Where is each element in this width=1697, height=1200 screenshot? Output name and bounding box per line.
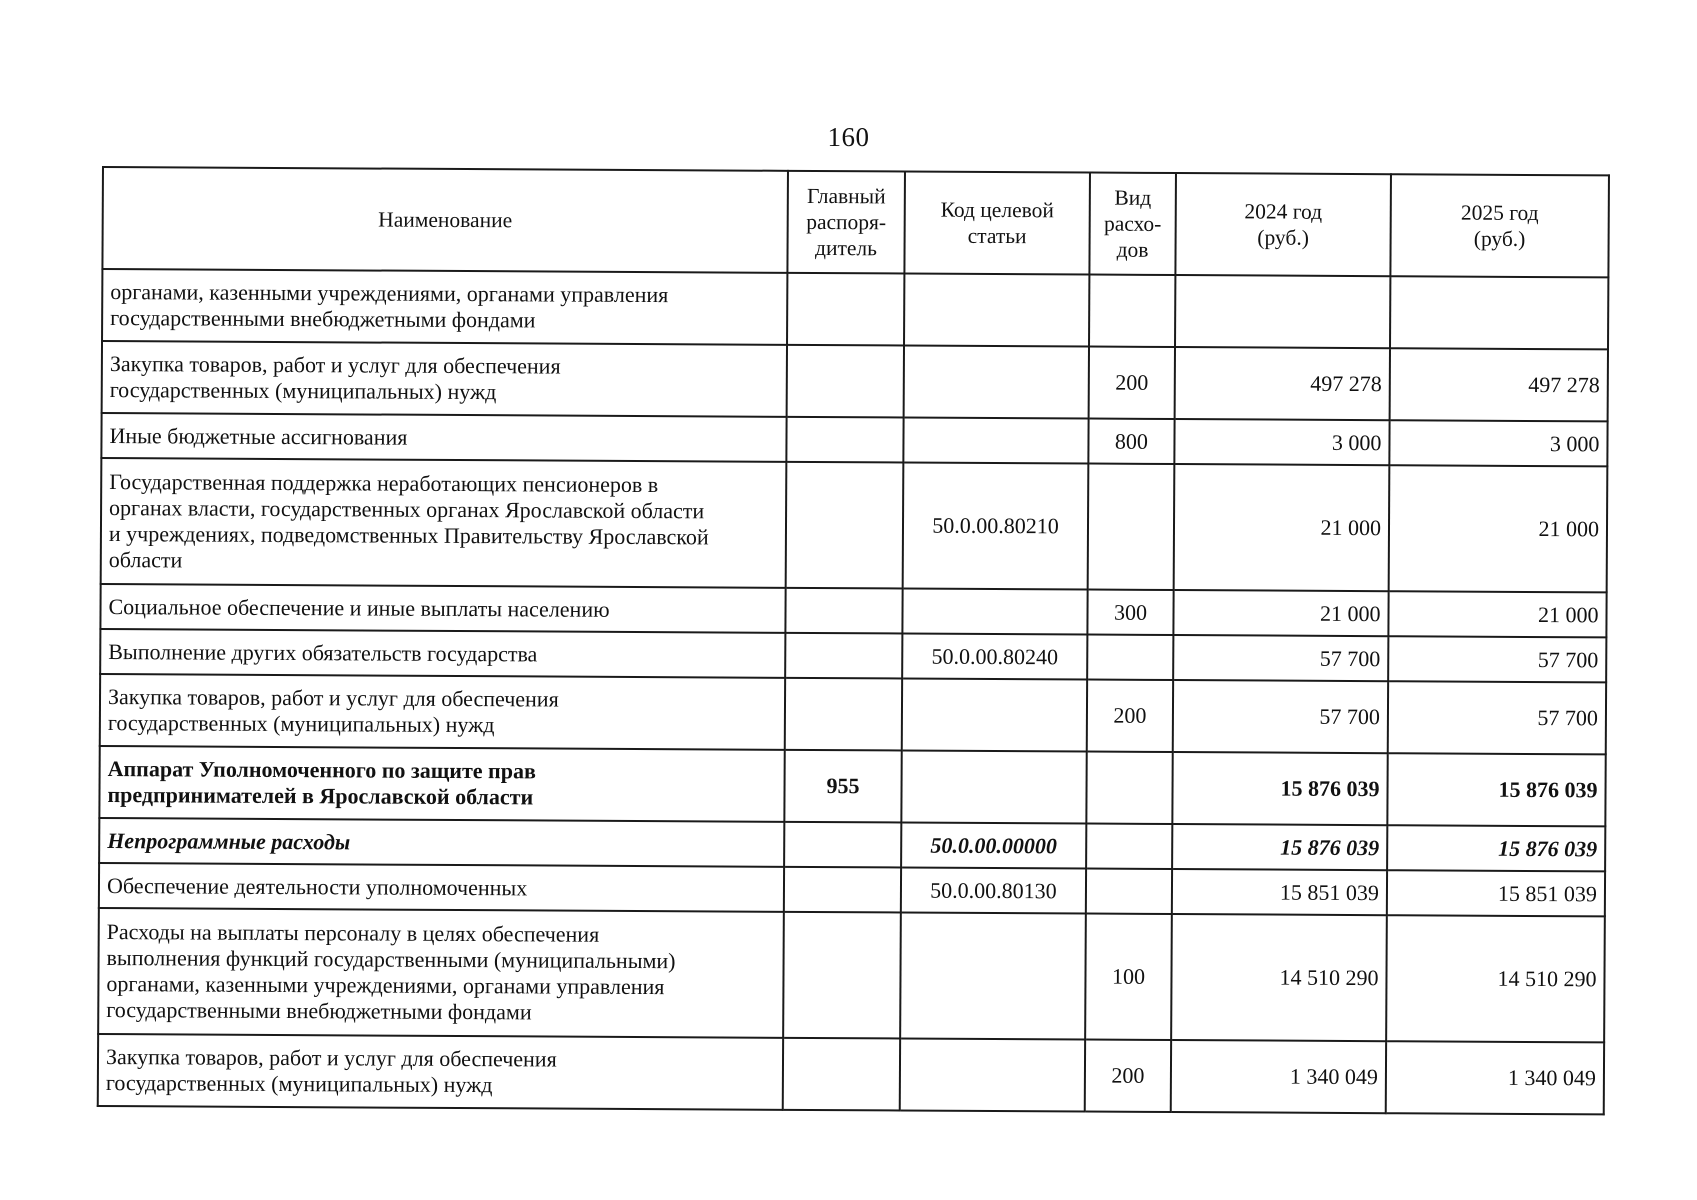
row-y2025: 14 510 290 [1386,915,1605,1042]
table-header-row [102,167,1609,277]
header-code: Код целевой статьи [904,171,1090,274]
row-y2024: 15 851 039 [1172,869,1387,915]
row-y2025: 57 700 [1388,681,1606,754]
row-admin [783,1038,900,1111]
row-y2024: 497 278 [1175,347,1390,420]
row-type: 200 [1085,1040,1171,1112]
row-y2024: 1 340 049 [1171,1040,1386,1113]
table-row [102,341,1608,421]
row-admin [785,678,902,751]
row-y2024: 15 876 039 [1172,752,1387,825]
header-y2025: 2025 год (руб.) [1390,174,1609,277]
row-admin [787,345,904,418]
row-type [1086,824,1172,869]
row-y2025 [1390,276,1608,349]
row-name: Расходы на выплаты персоналу в целях обеспечения выполнения функций государственными (муниципальными) органами, казенными учреждениями, органами управления государственными внебюджетными фондами [98,908,784,1038]
row-type [1086,752,1172,824]
table-row [98,1034,1604,1114]
row-y2025: 21 000 [1388,591,1606,637]
header-y2024: 2024 год (руб.) [1175,173,1391,276]
row-type: 200 [1089,347,1175,419]
row-name: Закупка товаров, работ и услуг для обеспечения государственных (муниципальных) нужд [98,1034,783,1110]
row-y2025: 1 340 049 [1386,1041,1604,1114]
row-y2025: 57 700 [1388,636,1606,682]
row-name: органами, казенными учреждениями, органами управления государственными внебюджетными фондами [102,269,787,345]
row-y2024: 21 000 [1174,464,1390,591]
row-y2025: 21 000 [1389,465,1608,592]
row-type: 800 [1088,419,1174,464]
row-y2025: 15 851 039 [1387,870,1605,916]
row-type: 100 [1085,914,1172,1040]
row-code: 50.0.00.80210 [903,462,1089,589]
row-code [902,588,1087,634]
row-type [1086,869,1172,914]
row-code: 50.0.00.80130 [901,867,1086,913]
row-y2024 [1175,275,1390,348]
row-y2024: 3 000 [1174,419,1389,465]
row-code: 50.0.00.80240 [902,633,1087,679]
row-y2025: 3 000 [1389,420,1607,466]
table-row [101,458,1608,592]
row-name: Социальное обеспечение и иные выплаты населению [100,584,785,633]
row-admin [784,822,901,868]
row-name: Закупка товаров, работ и услуг для обеспечения государственных (муниципальных) нужд [100,674,785,750]
row-admin: 955 [784,750,901,823]
row-code [900,1038,1085,1111]
row-admin [785,633,902,679]
row-y2024: 15 876 039 [1172,824,1387,870]
row-code [904,345,1089,418]
row-y2024: 14 510 290 [1171,914,1387,1041]
row-code [901,750,1086,823]
row-y2025: 15 876 039 [1387,825,1605,871]
row-name: Обеспечение деятельности уполномоченных [99,863,784,912]
table-row [100,674,1606,754]
row-type [1089,275,1175,347]
row-type [1087,635,1173,680]
table-row [98,908,1605,1042]
row-y2024: 57 700 [1173,680,1388,753]
page-number: 160 [827,122,870,152]
row-y2025: 15 876 039 [1387,753,1605,826]
row-admin [785,588,902,634]
header-name: Наименование [102,167,788,273]
row-name: Государственная поддержка неработающих пенсионеров в органах власти, государственных органах Ярославской области и учреждениях, подведомственных Правительству Ярославской области [101,458,787,588]
header-admin: Главный распоря- дитель [787,171,905,274]
row-admin [784,867,901,913]
row-type: 300 [1087,590,1173,635]
row-y2024: 57 700 [1173,635,1388,681]
row-code [903,417,1088,463]
row-y2025: 497 278 [1390,348,1608,421]
row-code [904,273,1089,346]
table-row [99,746,1605,826]
row-admin [786,417,903,463]
row-name: Непрограммные расходы [99,818,784,867]
row-name: Выполнение других обязательств государства [100,629,785,678]
row-y2024: 21 000 [1173,590,1388,636]
row-admin [787,273,904,346]
row-name: Аппарат Уполномоченного по защите прав предпринимателей в Ярославской области [99,746,784,822]
row-code [900,912,1086,1039]
row-type [1088,464,1175,590]
header-type: Вид расхо- дов [1089,173,1176,275]
row-code: 50.0.00.00000 [901,822,1086,868]
table-row [102,269,1608,349]
row-admin [783,912,901,1039]
row-type: 200 [1087,680,1173,752]
row-code [902,678,1087,751]
row-admin [786,462,904,589]
budget-table [97,166,1610,1115]
row-name: Иные бюджетные ассигнования [101,413,786,462]
row-name: Закупка товаров, работ и услуг для обеспечения государственных (муниципальных) нужд [102,341,787,417]
